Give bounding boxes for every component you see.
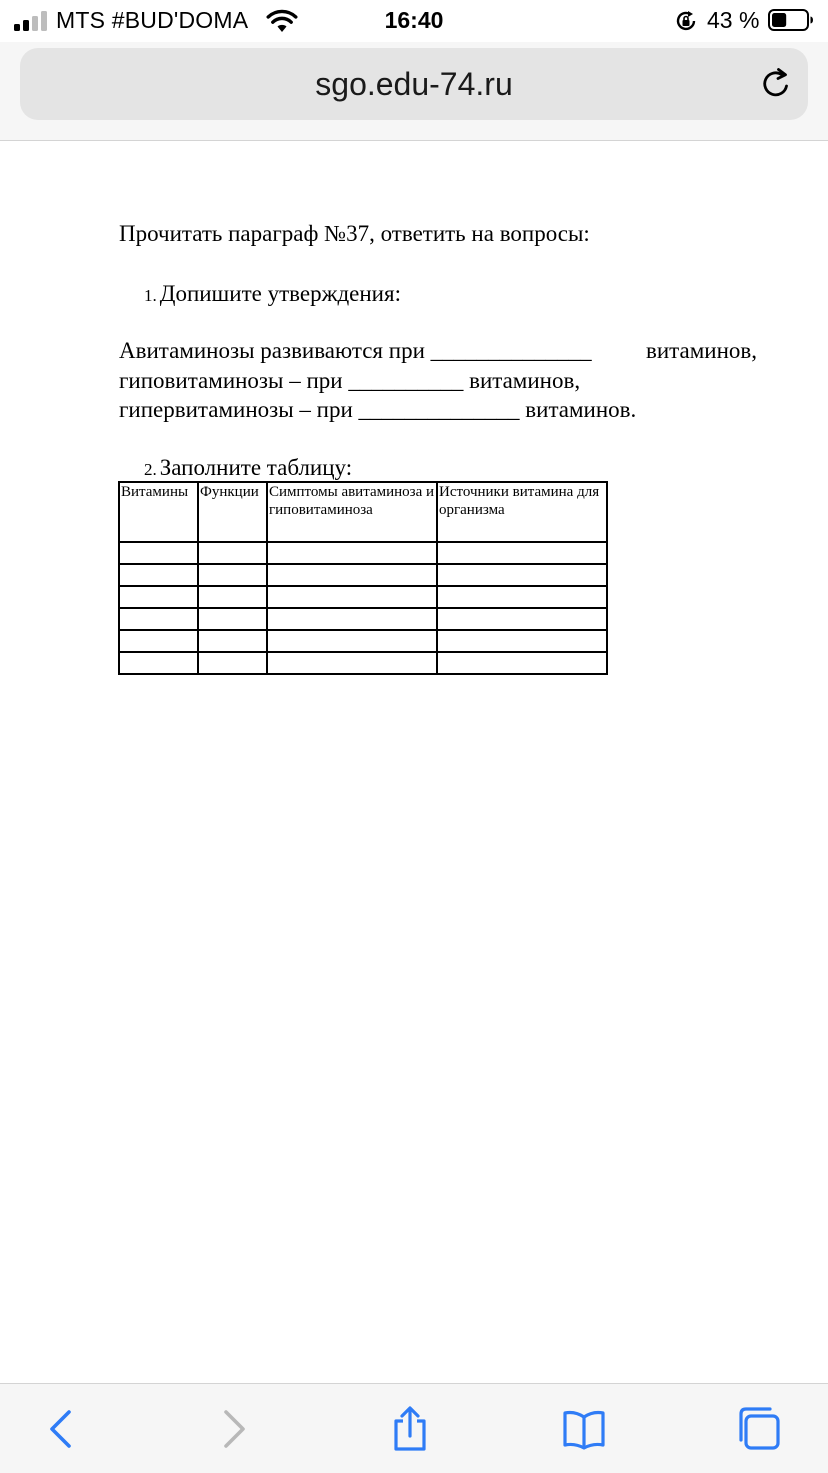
- address-bar[interactable]: [20, 48, 808, 120]
- question-1-text: Допишите утверждения:: [159, 281, 401, 306]
- question-1-number: 1.: [144, 286, 157, 305]
- table-cell: [437, 630, 607, 652]
- statement-line-2: гиповитаминозы – при __________ витаминов,: [119, 368, 581, 393]
- carrier-name: MTS #BUD'DOMA: [56, 7, 249, 33]
- table-cell: [267, 652, 437, 674]
- clock: 16:40: [384, 7, 444, 33]
- browser-bottom-bar: [0, 1383, 828, 1473]
- table-row: [119, 564, 607, 586]
- table-header-cell: Функции: [198, 482, 267, 542]
- table-cell: [437, 652, 607, 674]
- table-row: [119, 652, 607, 674]
- table-cell: [119, 608, 198, 630]
- tabs-icon[interactable]: [736, 1406, 782, 1452]
- table-cell: [198, 652, 267, 674]
- table-cell: [119, 652, 198, 674]
- table-cell: [437, 586, 607, 608]
- rotation-lock-icon: [674, 9, 698, 33]
- table-cell: [119, 586, 198, 608]
- forward-icon[interactable]: [211, 1406, 257, 1452]
- table-header-cell: Симптомы авитаминоза и гиповитаминоза: [267, 482, 437, 542]
- table-cell: [267, 542, 437, 564]
- statement-line-1: Авитаминозы развиваются при ______________: [119, 338, 592, 363]
- url-text[interactable]: sgo.edu-74.ru: [315, 66, 513, 102]
- table-header-cell: Источники витамина для организма: [437, 482, 607, 542]
- reload-icon[interactable]: [758, 66, 794, 102]
- table-cell: [198, 586, 267, 608]
- question-1: [144, 281, 401, 307]
- table-cell: [198, 608, 267, 630]
- table-cell: [437, 542, 607, 564]
- table-row: [119, 542, 607, 564]
- table-header-cell: Витамины: [119, 482, 198, 542]
- assignment-intro: Прочитать параграф №37, ответить на вопросы:: [119, 221, 590, 246]
- table-cell: [267, 564, 437, 586]
- table-cell: [267, 586, 437, 608]
- question-2-number: 2.: [144, 460, 157, 479]
- table-row: [119, 586, 607, 608]
- browser-top-bar: [0, 42, 828, 141]
- question-2-text: Заполните таблицу:: [159, 455, 353, 480]
- statement-line-3: гипервитаминозы – при ______________ витаминов.: [119, 397, 637, 422]
- table-cell: [198, 630, 267, 652]
- table-cell: [437, 564, 607, 586]
- table-header-row: [119, 482, 607, 542]
- vitamin-table: [118, 481, 608, 675]
- table-cell: [198, 542, 267, 564]
- table-cell: [119, 564, 198, 586]
- table-cell: [198, 564, 267, 586]
- table-row: [119, 630, 607, 652]
- battery-percent: 43 %: [707, 7, 760, 33]
- table-cell: [119, 542, 198, 564]
- table-cell: [267, 608, 437, 630]
- table-row: [119, 608, 607, 630]
- document-page: [0, 141, 828, 1383]
- battery-icon: [768, 9, 814, 31]
- status-bar: [0, 0, 828, 42]
- bookmarks-icon[interactable]: [561, 1406, 607, 1452]
- back-icon[interactable]: [38, 1406, 84, 1452]
- question-2: [144, 455, 352, 481]
- table-cell: [267, 630, 437, 652]
- statement-line-1-end: витаминов,: [646, 338, 757, 363]
- share-icon[interactable]: [387, 1406, 433, 1452]
- table-cell: [119, 630, 198, 652]
- table-cell: [437, 608, 607, 630]
